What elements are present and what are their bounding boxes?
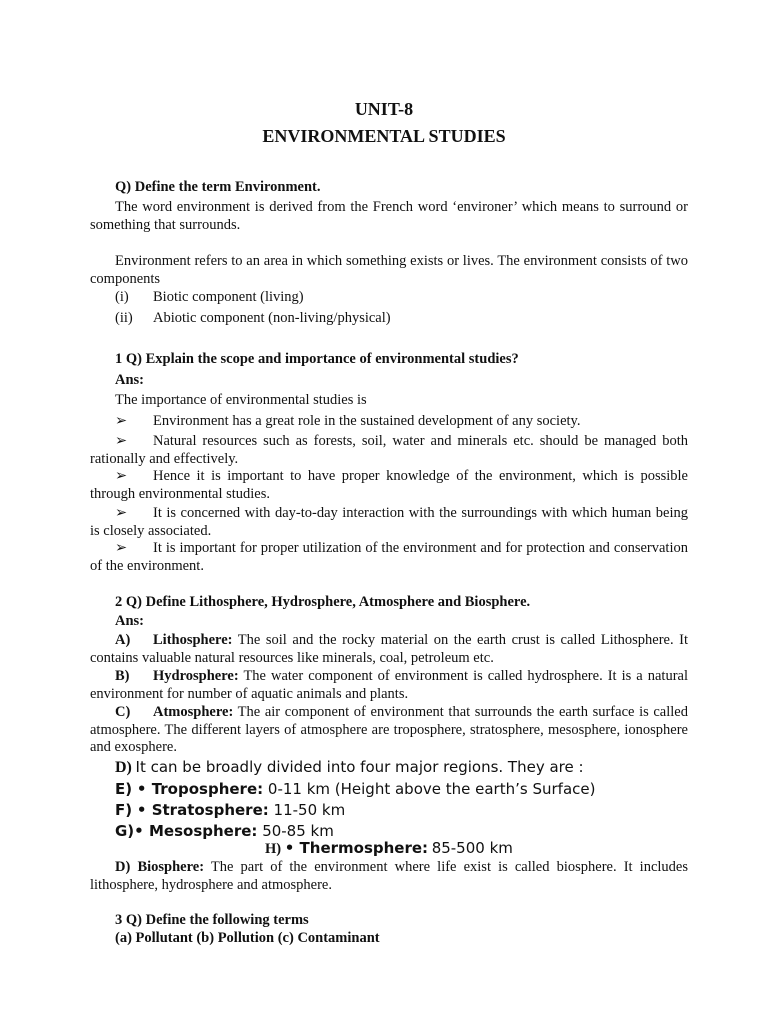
bullet-text: Environment has a great role in the sustained development of any society. <box>153 413 581 429</box>
term-thermosphere: • Thermosphere: <box>284 839 429 857</box>
item-label: A) <box>115 632 131 648</box>
item-label: H) <box>265 841 282 857</box>
paragraph-env-1 <box>90 199 688 234</box>
definition-biosphere <box>90 859 688 894</box>
regions-intro-text: It can be broadly divided into four major regions. They are : <box>135 758 584 776</box>
item-label: D) <box>115 759 132 776</box>
answer-label-1: Ans: <box>115 372 145 388</box>
answer-intro-1: The importance of environmental studies is <box>115 392 367 408</box>
term-biosphere: Biosphere: <box>137 859 205 875</box>
term-mesosphere: • Mesosphere: <box>134 822 258 840</box>
region-mesosphere <box>115 822 334 840</box>
term-hydrosphere: Hydrosphere: <box>153 668 239 684</box>
regions-intro <box>115 758 584 777</box>
region-troposphere <box>115 780 595 798</box>
item-label: F) <box>115 801 133 819</box>
bullet-item <box>90 413 688 431</box>
definition-text: The air component of environment that surrounds the earth surface is called atmosphere. The different layers of atmosphere are troposphere, stratosphere, mesosphere, ionosphere and exosphere. <box>90 704 688 755</box>
paragraph-env-1-text: The word environment is derived from the French word ‘environer’ which means to surround or something that surrounds. <box>90 199 688 233</box>
question-3: 3 Q) Define the following terms <box>115 912 309 928</box>
definition-lithosphere <box>90 632 688 667</box>
question-environment: Q) Define the term Environment. <box>115 179 321 195</box>
arrow-bullet-icon: ➢ <box>115 413 128 429</box>
region-thermosphere <box>265 839 513 858</box>
bullet-text: Natural resources such as forests, soil, water and minerals etc. should be managed both rationally and effectively. <box>90 433 688 467</box>
definition-text: The soil and the rocky material on the earth crust is called Lithosphere. It contains valuable natural resources like minerals, coal, petroleum etc. <box>90 632 688 666</box>
list-item-text: Biotic component (living) <box>153 289 304 305</box>
question-2: 2 Q) Define Lithosphere, Hydrosphere, Atmosphere and Biosphere. <box>115 594 531 610</box>
list-item <box>115 310 391 327</box>
item-label: G) <box>115 822 135 840</box>
paragraph-env-2 <box>90 253 688 288</box>
item-label: E) <box>115 780 133 798</box>
term-stratosphere: • Stratosphere: <box>136 801 269 819</box>
bullet-text: Hence it is important to have proper knowledge of the environment, which is possible through environmental studies. <box>90 468 688 502</box>
arrow-bullet-icon: ➢ <box>115 505 128 521</box>
list-item-number: (ii) <box>115 310 133 326</box>
bullet-item <box>90 433 688 468</box>
list-item-number: (i) <box>115 289 129 305</box>
item-label: C) <box>115 704 131 720</box>
list-item <box>115 289 304 306</box>
answer-label-2: Ans: <box>115 613 145 629</box>
term-lithosphere: Lithosphere: <box>153 632 233 648</box>
bullet-text: It is concerned with day-to-day interaction with the surroundings with which human being is closely associated. <box>90 505 688 539</box>
definition-hydrosphere <box>90 668 688 703</box>
page-title: UNIT-8 <box>354 99 414 119</box>
bullet-item <box>90 505 688 540</box>
question-3-terms: (a) Pollutant (b) Pollution (c) Contaminant <box>115 930 380 946</box>
item-label: D) <box>115 859 131 875</box>
term-atmosphere: Atmosphere: <box>153 704 234 720</box>
arrow-bullet-icon: ➢ <box>115 540 128 556</box>
region-range: 50-85 km <box>262 822 334 840</box>
definition-atmosphere <box>90 704 688 757</box>
paragraph-env-2-text: Environment refers to an area in which something exists or lives. The environment consists of two components <box>90 253 688 287</box>
item-label: B) <box>115 668 130 684</box>
page-subtitle: ENVIRONMENTAL STUDIES <box>262 126 506 146</box>
question-1: 1 Q) Explain the scope and importance of environmental studies? <box>115 351 519 367</box>
region-range: 11-50 km <box>273 801 346 819</box>
bullet-text: It is important for proper utilization of the environment and for protection and conservation of the environment. <box>90 540 688 574</box>
definition-text: The water component of environment is called hydrosphere. It is a natural environment for number of aquatic animals and plants. <box>90 668 688 702</box>
term-troposphere: • Troposphere: <box>136 780 264 798</box>
region-range: 0-11 km (Height above the earth’s Surface) <box>267 780 596 798</box>
bullet-item <box>90 540 688 575</box>
arrow-bullet-icon: ➢ <box>115 468 128 484</box>
bullet-item <box>90 468 688 503</box>
region-range: 85-500 km <box>431 839 513 857</box>
region-stratosphere <box>115 801 345 819</box>
arrow-bullet-icon: ➢ <box>115 433 128 449</box>
definition-text: The part of the environment where life exist is called biosphere. It includes lithosphere, hydrosphere and atmosphere. <box>90 859 689 893</box>
list-item-text: Abiotic component (non-living/physical) <box>153 310 391 326</box>
